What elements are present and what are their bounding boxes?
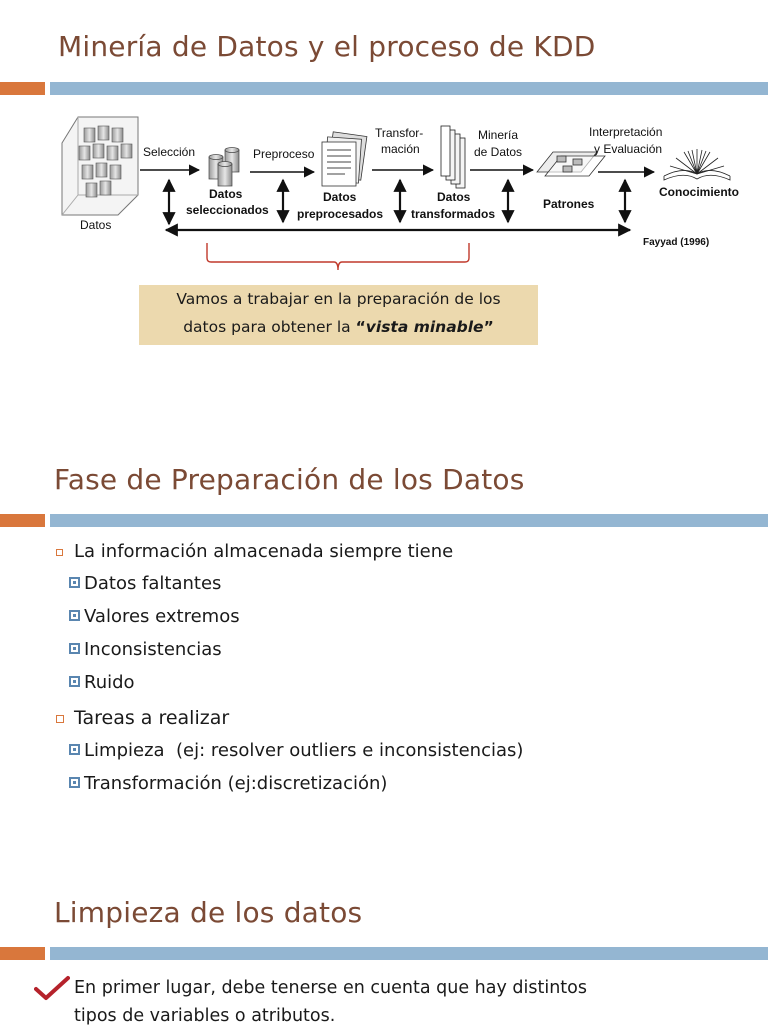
rule-accent-orange (0, 947, 45, 960)
sub-list-item-text: Ruido (84, 672, 135, 693)
sub-list-item (69, 734, 523, 767)
datos-preprocesados-icon (322, 132, 367, 186)
sub-bullet-icon (69, 577, 80, 588)
label-transformacion-1: Transfor- (375, 126, 424, 140)
vista-minable-callout (139, 285, 538, 345)
slide-kdd (0, 0, 768, 400)
label-datos-transformados-1: Datos (437, 190, 471, 204)
sub-bullet-icon (69, 676, 80, 687)
callout-quote-close: ” (483, 318, 494, 336)
label-datos: Datos (80, 218, 112, 232)
sub-list-item (69, 633, 523, 666)
sub-list-item (69, 666, 523, 699)
sub-bullet-icon (69, 610, 80, 621)
callout-line1: Vamos a trabajar en la preparación de los (176, 290, 501, 308)
datos-transformados-icon (441, 126, 465, 188)
label-interpretacion-1: Interpretación (589, 125, 663, 139)
label-datos-preprocesados-2: preprocesados (297, 207, 384, 221)
sub-list (74, 734, 523, 800)
callout-emphasis: vista minable (365, 318, 484, 336)
sub-list-item (69, 767, 523, 800)
sub-list-item (69, 600, 523, 633)
body-line1: En primer lugar, debe tenerse en cuenta que hay distintos (74, 978, 587, 998)
datos-seleccionados-icon (209, 148, 239, 187)
conocimiento-book-icon (664, 149, 730, 180)
checkmark-icon (34, 975, 70, 1001)
label-fuente: Fayyad (1996) (643, 237, 710, 248)
rule-accent-blue (50, 514, 768, 527)
bullet-list (54, 540, 523, 800)
label-datos-preprocesados-1: Datos (323, 190, 357, 204)
sub-bullet-icon (69, 744, 80, 755)
title-rule (0, 514, 768, 527)
label-datos-transformados-2: transformados (411, 207, 496, 221)
body-line2: tipos de variables o atributos. (74, 1006, 336, 1026)
label-seleccion: Selección (143, 145, 196, 159)
callout-quote-open: “ (355, 318, 366, 336)
list-item (54, 706, 523, 800)
slide-title: Limpieza de los datos (54, 896, 363, 929)
label-mineria-1: Minería (478, 128, 519, 142)
label-conocimiento: Conocimiento (659, 185, 739, 199)
body-text (74, 974, 587, 1030)
callout-line2-pre: datos para obtener la (183, 318, 356, 336)
title-rule (0, 947, 768, 960)
sub-list-item-text: Inconsistencias (84, 639, 222, 660)
datos-cylinders-icon (62, 117, 138, 215)
list-item-text: La información almacenada siempre tiene (74, 541, 454, 562)
sub-list (74, 567, 523, 699)
sub-list-item-text: Valores extremos (84, 606, 240, 627)
sub-bullet-icon (69, 777, 80, 788)
sub-list-item-text: Limpieza (ej: resolver outliers e inconsistencias) (84, 740, 524, 761)
callout-line2 (139, 313, 538, 341)
slide-title: Fase de Preparación de los Datos (54, 463, 525, 496)
label-transformacion-2: mación (381, 142, 420, 156)
label-datos-seleccionados-2: seleccionados (186, 203, 269, 217)
label-patrones: Patrones (543, 197, 595, 211)
sub-bullet-icon (69, 643, 80, 654)
curly-brace (207, 243, 469, 270)
slide-title: Minería de Datos y el proceso de KDD (58, 30, 596, 63)
label-interpretacion-2: y Evaluación (594, 142, 663, 156)
kdd-process-diagram (0, 0, 768, 270)
sub-list-item (69, 567, 523, 600)
bullet-square-icon (56, 715, 64, 723)
label-mineria-2: de Datos (474, 145, 523, 159)
bullet-square-icon (56, 549, 63, 556)
rule-accent-orange (0, 514, 45, 527)
sub-list-item-text: Transformación (ej:discretización) (84, 773, 388, 794)
list-item (54, 540, 523, 699)
label-datos-seleccionados-1: Datos (209, 187, 243, 201)
list-item-text: Tareas a realizar (74, 707, 230, 729)
label-preproceso: Preproceso (253, 147, 315, 161)
rule-accent-blue (50, 947, 768, 960)
sub-list-item-text: Datos faltantes (84, 573, 222, 594)
